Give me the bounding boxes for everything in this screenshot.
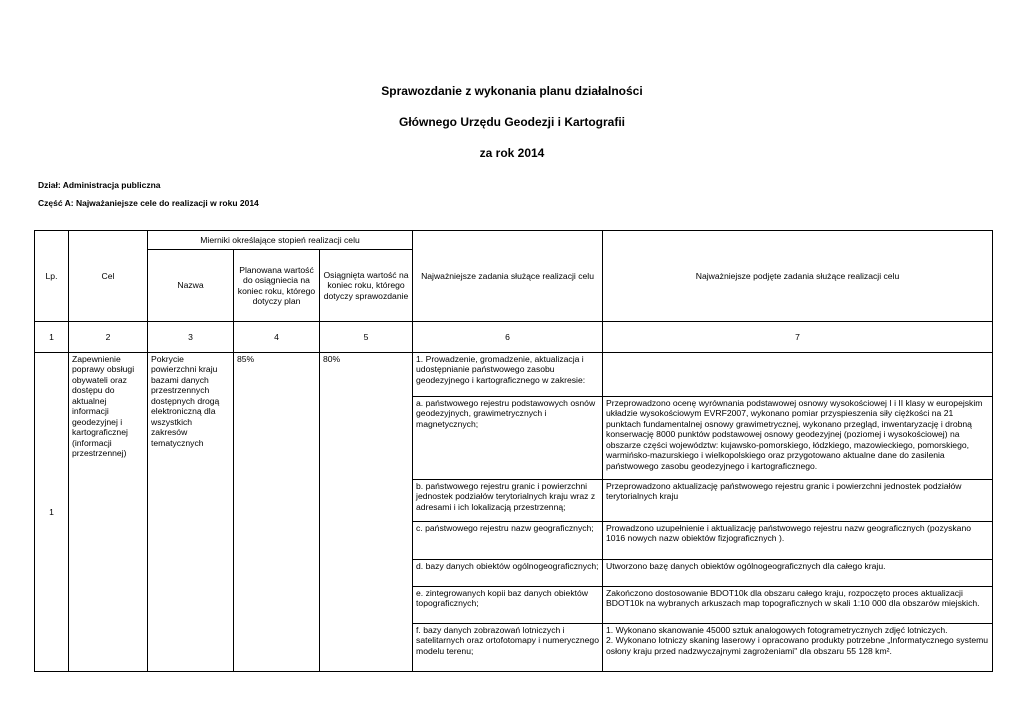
header-podjete: Najważniejsze podjęte zadania służące realizacji celu — [603, 231, 993, 322]
column-number-row — [35, 322, 993, 353]
department-label: Dział: Administracja publiczna — [38, 180, 161, 190]
header-nazwa: Nazwa — [148, 250, 234, 322]
header-cel: Cel — [69, 231, 148, 322]
done-cell: Zakończono dostosowanie BDOT10k dla obszaru całego kraju, rozpoczęto proces aktualizacji BDOT10k na wybranych arkuszach map topograficznych w skali 1:10 000 dla obszarów miejskich. — [603, 587, 993, 624]
column-number: 6 — [413, 322, 603, 353]
column-number: 2 — [69, 322, 148, 353]
goals-table — [34, 230, 993, 672]
column-number: 7 — [603, 322, 993, 353]
task-cell: e. zintegrowanych kopii baz danych obiektów topograficznych; — [413, 587, 603, 624]
row-nazwa: Pokrycie powierzchni kraju bazami danych przestrzennych dostępnych drogą elektroniczną dla wszystkich zakresów tematycznych — [148, 353, 234, 672]
header-lp: Lp. — [35, 231, 69, 322]
done-cell: Utworzono bazę danych obiektów ogólnogeograficznych dla całego kraju. — [603, 560, 993, 587]
table-row — [35, 353, 993, 397]
done-cell — [603, 353, 993, 397]
row-cel: Zapewnienie poprawy obsługi obywateli oraz dostępu do aktualnej informacji geodezyjnej i kartograficznej (informacji przestrzennej) — [69, 353, 148, 672]
task-cell: 1. Prowadzenie, gromadzenie, aktualizacja i udostępnianie państwowego zasobu geodezyjnego i kartograficznego w zakresie: — [413, 353, 603, 397]
task-cell: d. bazy danych obiektów ogólnogeograficznych; — [413, 560, 603, 587]
done-cell: Prowadzono uzupełnienie i aktualizację państwowego rejestru nazw geograficznych (pozyskano 1016 nowych nazw obiektów fizjograficznych ). — [603, 522, 993, 560]
header-osiagnieta: Osiągnięta wartość na koniec roku, którego dotyczy sprawozdanie — [320, 250, 413, 322]
done-cell: Przeprowadzono aktualizację państwowego rejestru granic i powierzchni jednostek podziałów terytorialnych kraju — [603, 480, 993, 522]
report-title: Sprawozdanie z wykonania planu działalności — [381, 84, 643, 98]
column-number: 4 — [234, 322, 320, 353]
task-cell: f. bazy danych zobrazowań lotniczych i satelitarnych oraz ortofotomapy i numerycznego modelu terenu; — [413, 624, 603, 672]
column-number: 5 — [320, 322, 413, 353]
header-planowana: Planowana wartość do osiągniecia na koniec roku, którego dotyczy plan — [234, 250, 320, 322]
header-mierniki: Mierniki określające stopień realizacji celu — [148, 231, 413, 250]
done-cell: 1. Wykonano skanowanie 45000 sztuk analogowych fotogrametrycznych zdjęć lotniczych. 2. Wykonano lotniczy skaning laserowy i opracowano produkty potrzebne „Informatycznego systemu osłony kraju przed nadzwyczajnymi zagrożeniami" dla obszaru 55 128 km². — [603, 624, 993, 672]
section-label: Część A: Najważaniejsze cele do realizacji w roku 2014 — [38, 198, 259, 208]
task-cell: a. państwowego rejestru podstawowych osnów geodezyjnych, grawimetrycznych i magnetycznych; — [413, 397, 603, 480]
header-zadania: Najważniejsze zadania służące realizacji celu — [413, 231, 603, 322]
year-title: za rok 2014 — [479, 146, 545, 160]
column-number: 1 — [35, 322, 69, 353]
column-number: 3 — [148, 322, 234, 353]
row-lp: 1 — [35, 353, 69, 672]
row-planowana: 85% — [234, 353, 320, 672]
office-title: Głównego Urzędu Geodezji i Kartografii — [398, 115, 626, 129]
task-cell: c. państwowego rejestru nazw geograficznych; — [413, 522, 603, 560]
row-osiagnieta: 80% — [320, 353, 413, 672]
task-cell: b. państwowego rejestru granic i powierzchni jednostek podziałów terytorialnych kraju wraz z adresami i ich lokalizacją przestrzenną; — [413, 480, 603, 522]
done-cell: Przeprowadzono ocenę wyrównania podstawowej osnowy wysokościowej I i II klasy w europejskim układzie wysokościowym EVRF2007, wykonano pomiar przyspieszenia siły ciężkości na 21 punktach fundamentalnej osnowy grawimetrycznej, wykonano przegląd, inwentaryzację i drobną konserwację 8000 punktów podstawowej osnowy geodezyjnej (poziomej i wysokościowej) na obszarze części województw: kujawsko-pomorskiego, łódzkiego, mazowieckiego, pomorskiego, warmińsko-mazurskiego i wielkopolskiego oraz przygotowano aktualne dane do zasilenia państwowego zasobu geodezyjnego i kartograficznego. — [603, 397, 993, 480]
